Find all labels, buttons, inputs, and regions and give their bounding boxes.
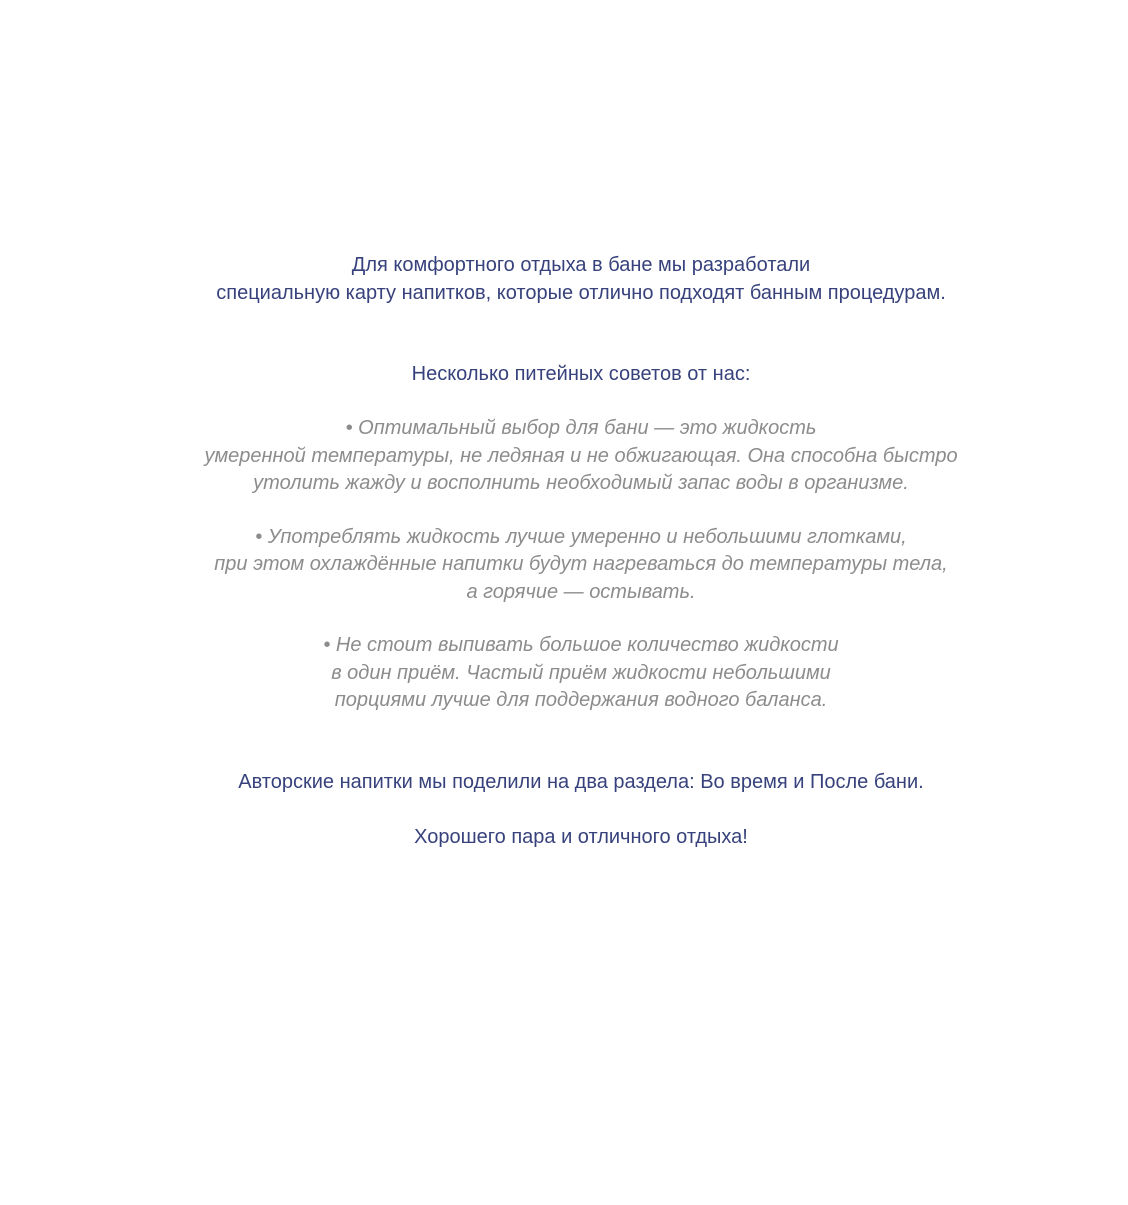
tip-item	[191, 415, 971, 498]
tip-line: • Оптимальный выбор для бани — это жидкость	[345, 417, 817, 439]
tip-line: порциями лучше для поддержания водного баланса.	[334, 689, 828, 711]
document-page	[191, 251, 971, 851]
tip-item	[191, 524, 971, 607]
tip-line: умеренной температуры, не ледяная и не обжигающая. Она способна быстро	[204, 444, 958, 467]
tip-line: • Не стоит выпивать большое количество жидкости	[323, 634, 839, 656]
tip-item	[191, 632, 971, 715]
sections-note: Авторские напитки мы поделили на два раздела: Во время и После бани.	[238, 770, 924, 793]
intro-paragraph	[191, 251, 971, 307]
intro-line: специальную карту напитков, которые отлично подходят банным процедурам.	[216, 282, 946, 304]
tips-heading: Несколько питейных советов от нас:	[411, 363, 751, 385]
tip-line: утолить жажду и восполнить необходимый запас воды в организме.	[253, 472, 909, 494]
intro-line: Для комфортного отдыха в бане мы разработали	[351, 254, 811, 276]
farewell-line: Хорошего пара и отличного отдыха!	[414, 825, 748, 848]
tip-line: • Употреблять жидкость лучше умеренно и небольшими глотками,	[255, 525, 907, 548]
tip-line: а горячие — остывать.	[466, 580, 696, 603]
tip-line: в один приём. Частый приём жидкости небольшими	[331, 661, 831, 684]
tip-line: при этом охлаждённые напитки будут нагреваться до температуры тела,	[214, 553, 948, 575]
